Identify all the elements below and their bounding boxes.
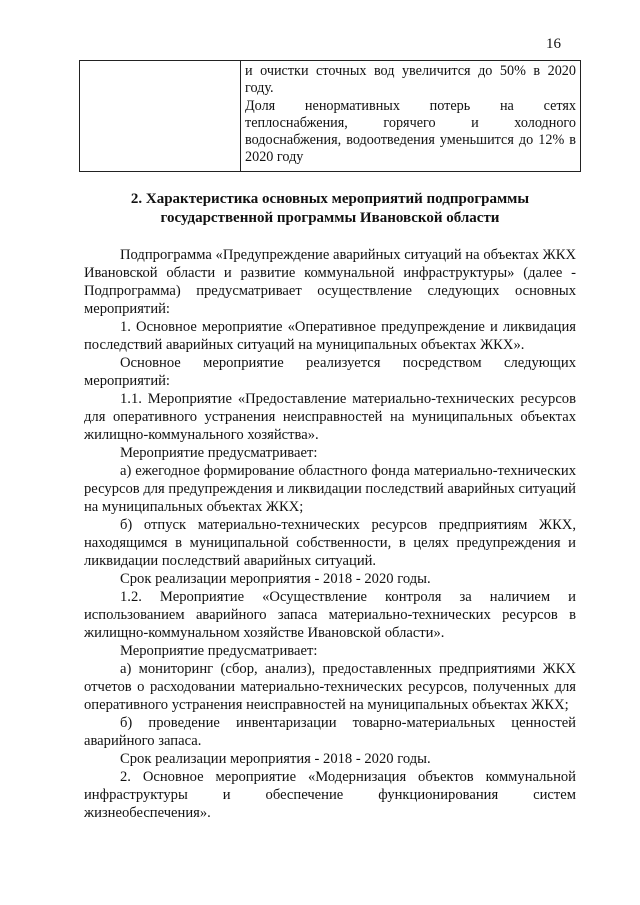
table-cell-empty xyxy=(80,61,241,172)
paragraph: а) ежегодное формирование областного фонда материально-технических ресурсов для предупреждения и ликвидации последствий аварийных ситуаций на муниципальных объектах ЖКХ; xyxy=(84,463,576,515)
indicator-text: Доля ненормативных потерь на сетях теплоснабжения, горячего и холодного водоснабжения, водоотведения уменьшится до 12% в 2020 году xyxy=(245,97,576,166)
paragraph: Мероприятие предусматривает: xyxy=(120,643,318,659)
section-heading xyxy=(79,190,581,228)
paragraph: б) проведение инвентаризации товарно-материальных ценностей аварийного запаса. xyxy=(84,715,576,749)
paragraph: б) отпуск материально-технических ресурсов предприятиям ЖКХ, находящимся в муниципальной собственности, в целях предупреждения и ликвидации последствий аварийных ситуаций. xyxy=(84,517,576,569)
paragraph: Срок реализации мероприятия - 2018 - 2020 годы. xyxy=(120,571,431,587)
paragraph: 1.1. Мероприятие «Предоставление материально-технических ресурсов для оперативного устранения неисправностей на муниципальных объектах жилищно-коммунального хозяйства». xyxy=(84,391,576,443)
paragraph: Срок реализации мероприятия - 2018 - 2020 годы. xyxy=(120,751,431,767)
paragraph: 2. Основное мероприятие «Модернизация объектов коммунальной инфраструктуры и обеспечение функционирования систем жизнеобеспечения». xyxy=(84,769,576,821)
table-row xyxy=(80,61,581,172)
paragraph: Мероприятие предусматривает: xyxy=(120,445,318,461)
paragraph: 1.2. Мероприятие «Осуществление контроля за наличием и использованием аварийного запаса материально-технических ресурсов в жилищно-коммунальном хозяйстве Ивановской области». xyxy=(84,589,576,641)
section-body xyxy=(84,246,576,822)
page-number: 16 xyxy=(546,36,561,52)
indicator-text: и очистки сточных вод увеличится до 50% в 2020 году. xyxy=(245,63,576,97)
paragraph: 1. Основное мероприятие «Оперативное предупреждение и ликвидация последствий аварийных ситуаций на муниципальных объектах ЖКХ». xyxy=(84,319,576,353)
paragraph: Подпрограмма «Предупреждение аварийных ситуаций на объектах ЖКХ Ивановской области и развитие коммунальной инфраструктуры» (далее - Подпрограмма) предусматривает осуществление следующих основных мероприятий: xyxy=(84,247,576,317)
paragraph: Основное мероприятие реализуется посредством следующих мероприятий: xyxy=(84,355,576,389)
heading-line: государственной программы Ивановской области xyxy=(160,210,500,226)
continuation-table xyxy=(79,60,581,172)
table-cell-indicators xyxy=(241,61,581,172)
heading-line: 2. Характеристика основных мероприятий подпрограммы xyxy=(130,191,530,207)
paragraph: а) мониторинг (сбор, анализ), предоставленных предприятиями ЖКХ отчетов о расходовании материально-технических ресурсов, полученных для оперативного устранения неисправностей на муниципальных объектах ЖКХ; xyxy=(84,661,576,713)
